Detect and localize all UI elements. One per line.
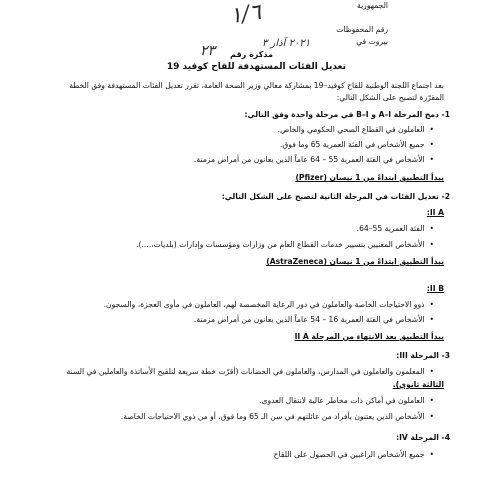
section-2a-bullet-1: • الفئة العمرية 55–64. (30, 223, 444, 234)
section-2-part-b-label: II B: (426, 284, 444, 293)
handwritten-date: ٢٠٢١ آذار ٣ (262, 38, 311, 49)
section-1-bullet-2: • جميع الأشخاص في الفئة العمرية 65 وما فوق. (30, 139, 444, 150)
section-2b-bullet-2: • الأشخاص في الفئة العمرية 16 – 54 عاماً الذين يعانون من أمراض مزمنة. (30, 314, 444, 325)
city-date-label: بيروت في (356, 37, 388, 46)
section-1-start-date: يبدأ التطبيق ابتداءً من 1 نيسان (Pfizer) (295, 173, 444, 182)
intro-line-2: المقرّرة لتصبح على الشكل التالي: (336, 93, 444, 102)
section-1-bullet-3: • الأشخاص في الفئة العمرية 55 – 64 عاماً الذين يعانون من أمراض مزمنة. (30, 154, 444, 165)
intro-line-1: بعد اجتماع اللجنة الوطنية للقاح كوفيد–19 بمشاركة معالي وزير الصحة العامة، تقرر تعديل الفئات المستهدفة وفق الخطة (69, 81, 444, 90)
archive-number-label: رقم المحفوظات (336, 25, 388, 34)
section-3-bullet-2: • العاملون في أماكن ذات مخاطر عالية لانتقال العدوى. (30, 395, 444, 406)
header-top-text: الجمهورية (357, 1, 388, 10)
section-2a-start-date: يبدأ التطبيق ابتداءً من 1 نيسان (AstraZeneca) (266, 257, 444, 266)
section-2a-bullet-2: • الأشخاص المعنيين بتسيير خدمات القطاع العام من وزارات ومؤسسات وإدارات (بلديات،....). (30, 239, 444, 250)
memo-label: مذكرة رقم (230, 50, 273, 59)
section-1-heading: 1- دمج المرحلة A–I و B–I في مرحلة واحدة وفق التالي: (244, 110, 450, 119)
section-1-bullet-1: • العاملون في القطاع الصحي الحكومي والخاص. (30, 124, 444, 135)
section-4-heading: 4- المرحلة IV: (396, 433, 450, 442)
memo-subject: تعديل الفئات المستهدفة للقاح كوفيد 19 (166, 62, 346, 72)
handwritten-number: ١/٦ (228, 0, 263, 30)
section-3-bullet-3: • الأشخاص الذين يعتنون بأفراد من عائلتهم في سن الـ 65 وما فوق، أو من ذوي الاحتياجات الخاصة. (30, 411, 444, 422)
section-2-part-a-label: II A: (426, 208, 444, 217)
section-2-heading: 2- تعديل الفئات في المرحلة الثانية لتصبح على الشكل التالي: (221, 192, 450, 201)
memo-number: ٢٣ (200, 43, 216, 59)
section-3-heading: 3- المرحلة III: (396, 351, 450, 360)
section-3-bullet-1: • المعلمون والعاملون في المدارس، والعاملون في الحضانات (أقرّت خطة سريعة لتلقيح الأساتذة والعاملين في السنة (30, 366, 444, 377)
section-2b-bullet-1: • ذوو الاحتياجات الخاصة والعاملون في دور الرعاية المخصصة لهم، العاملون في مأوى العجزة، والسجون. (30, 299, 444, 310)
section-2b-start-date: يبدأ التطبيق بعد الانتهاء من المرحلة II A (294, 332, 444, 341)
section-4-bullet-1: • جميع الأشخاص الراغبين في الحصول على اللقاح (30, 449, 444, 460)
section-3-bullet-1-continued: الثالثة ثانوي). (392, 380, 444, 389)
